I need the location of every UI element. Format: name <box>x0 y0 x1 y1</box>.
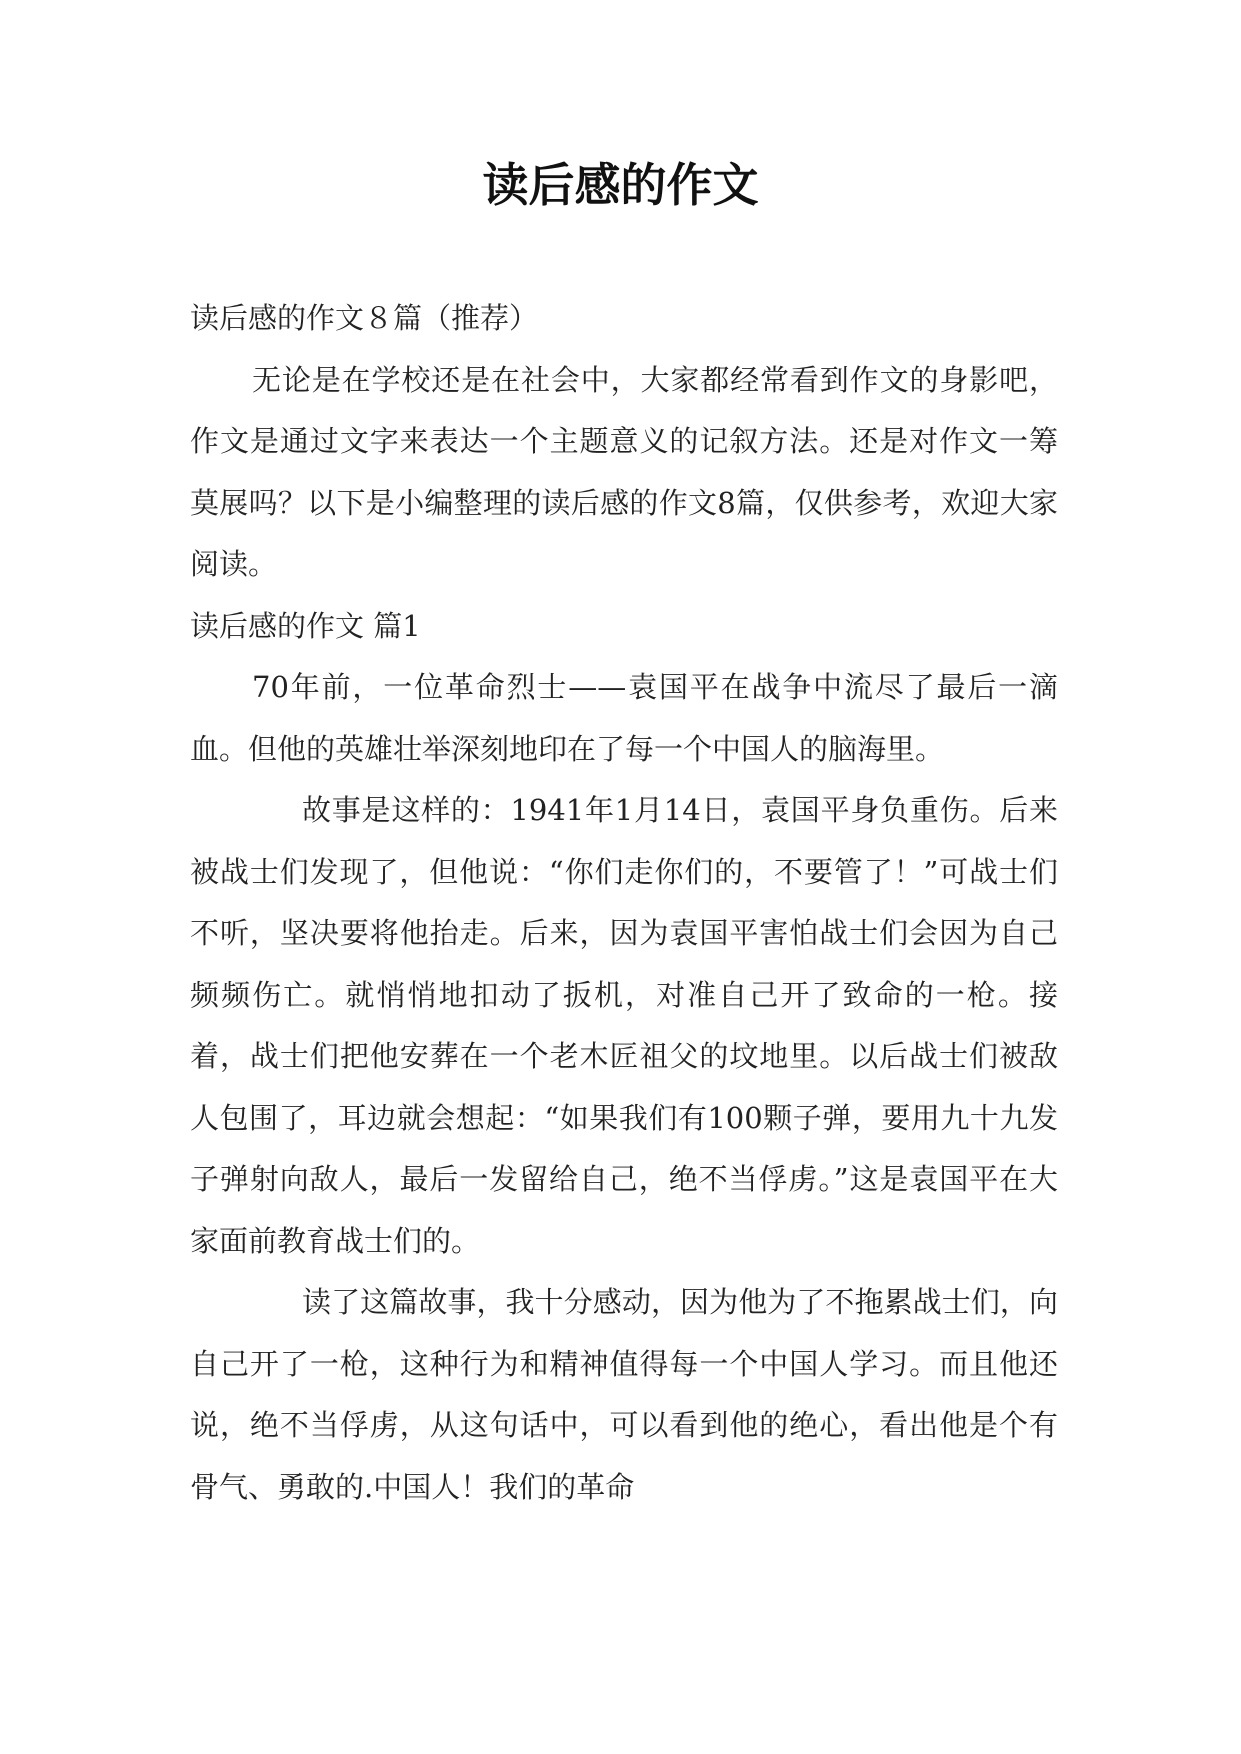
section-heading: 读后感的作文 篇1 <box>190 608 421 643</box>
intro-paragraph: 无论是在学校还是在社会中，大家都经常看到作文的身影吧，作文是通过文字来表达一个主题意义的记叙方法。还是对作文一筹莫展吗？以下是小编整理的读后感的作文8篇，仅供参考，欢迎大家阅读。 <box>190 362 1058 581</box>
body-paragraph: 70年前，一位革命烈士——袁国平在战争中流尽了最后一滴血。但他的英雄壮举深刻地印在了每一个中国人的脑海里。 <box>190 670 1058 766</box>
body-paragraph: 故事是这样的：1941年1月14日，袁国平身负重伤。后来被战士们发现了，但他说：“你们走你们的，不要管了！”可战士们不听，坚决要将他抬走。后来，因为袁国平害怕战士们会因为自己频频伤亡。就悄悄地扣动了扳机，对准自己开了致命的一枪。接着，战士们把他安葬在一个老木匠祖父的坟地里。以后战士们被敌人包围了，耳边就会想起：“如果我们有100颗子弹，要用九十九发子弹射向敌人，最后一发留给自己，绝不当俘虏。”这是袁国平在大家面前教育战士们的。 <box>190 793 1058 1258</box>
document-subtitle: 读后感的作文８篇（推荐） <box>190 301 539 335</box>
document-body <box>190 288 1058 1518</box>
body-paragraph: 读了这篇故事，我十分感动，因为他为了不拖累战士们，向自己开了一枪，这种行为和精神值得每一个中国人学习。而且他还说，绝不当俘虏，从这句话中，可以看到他的绝心，看出他是个有骨气、勇敢的.中国人！我们的革命 <box>190 1285 1058 1504</box>
document-title: 读后感的作文 <box>482 158 759 212</box>
